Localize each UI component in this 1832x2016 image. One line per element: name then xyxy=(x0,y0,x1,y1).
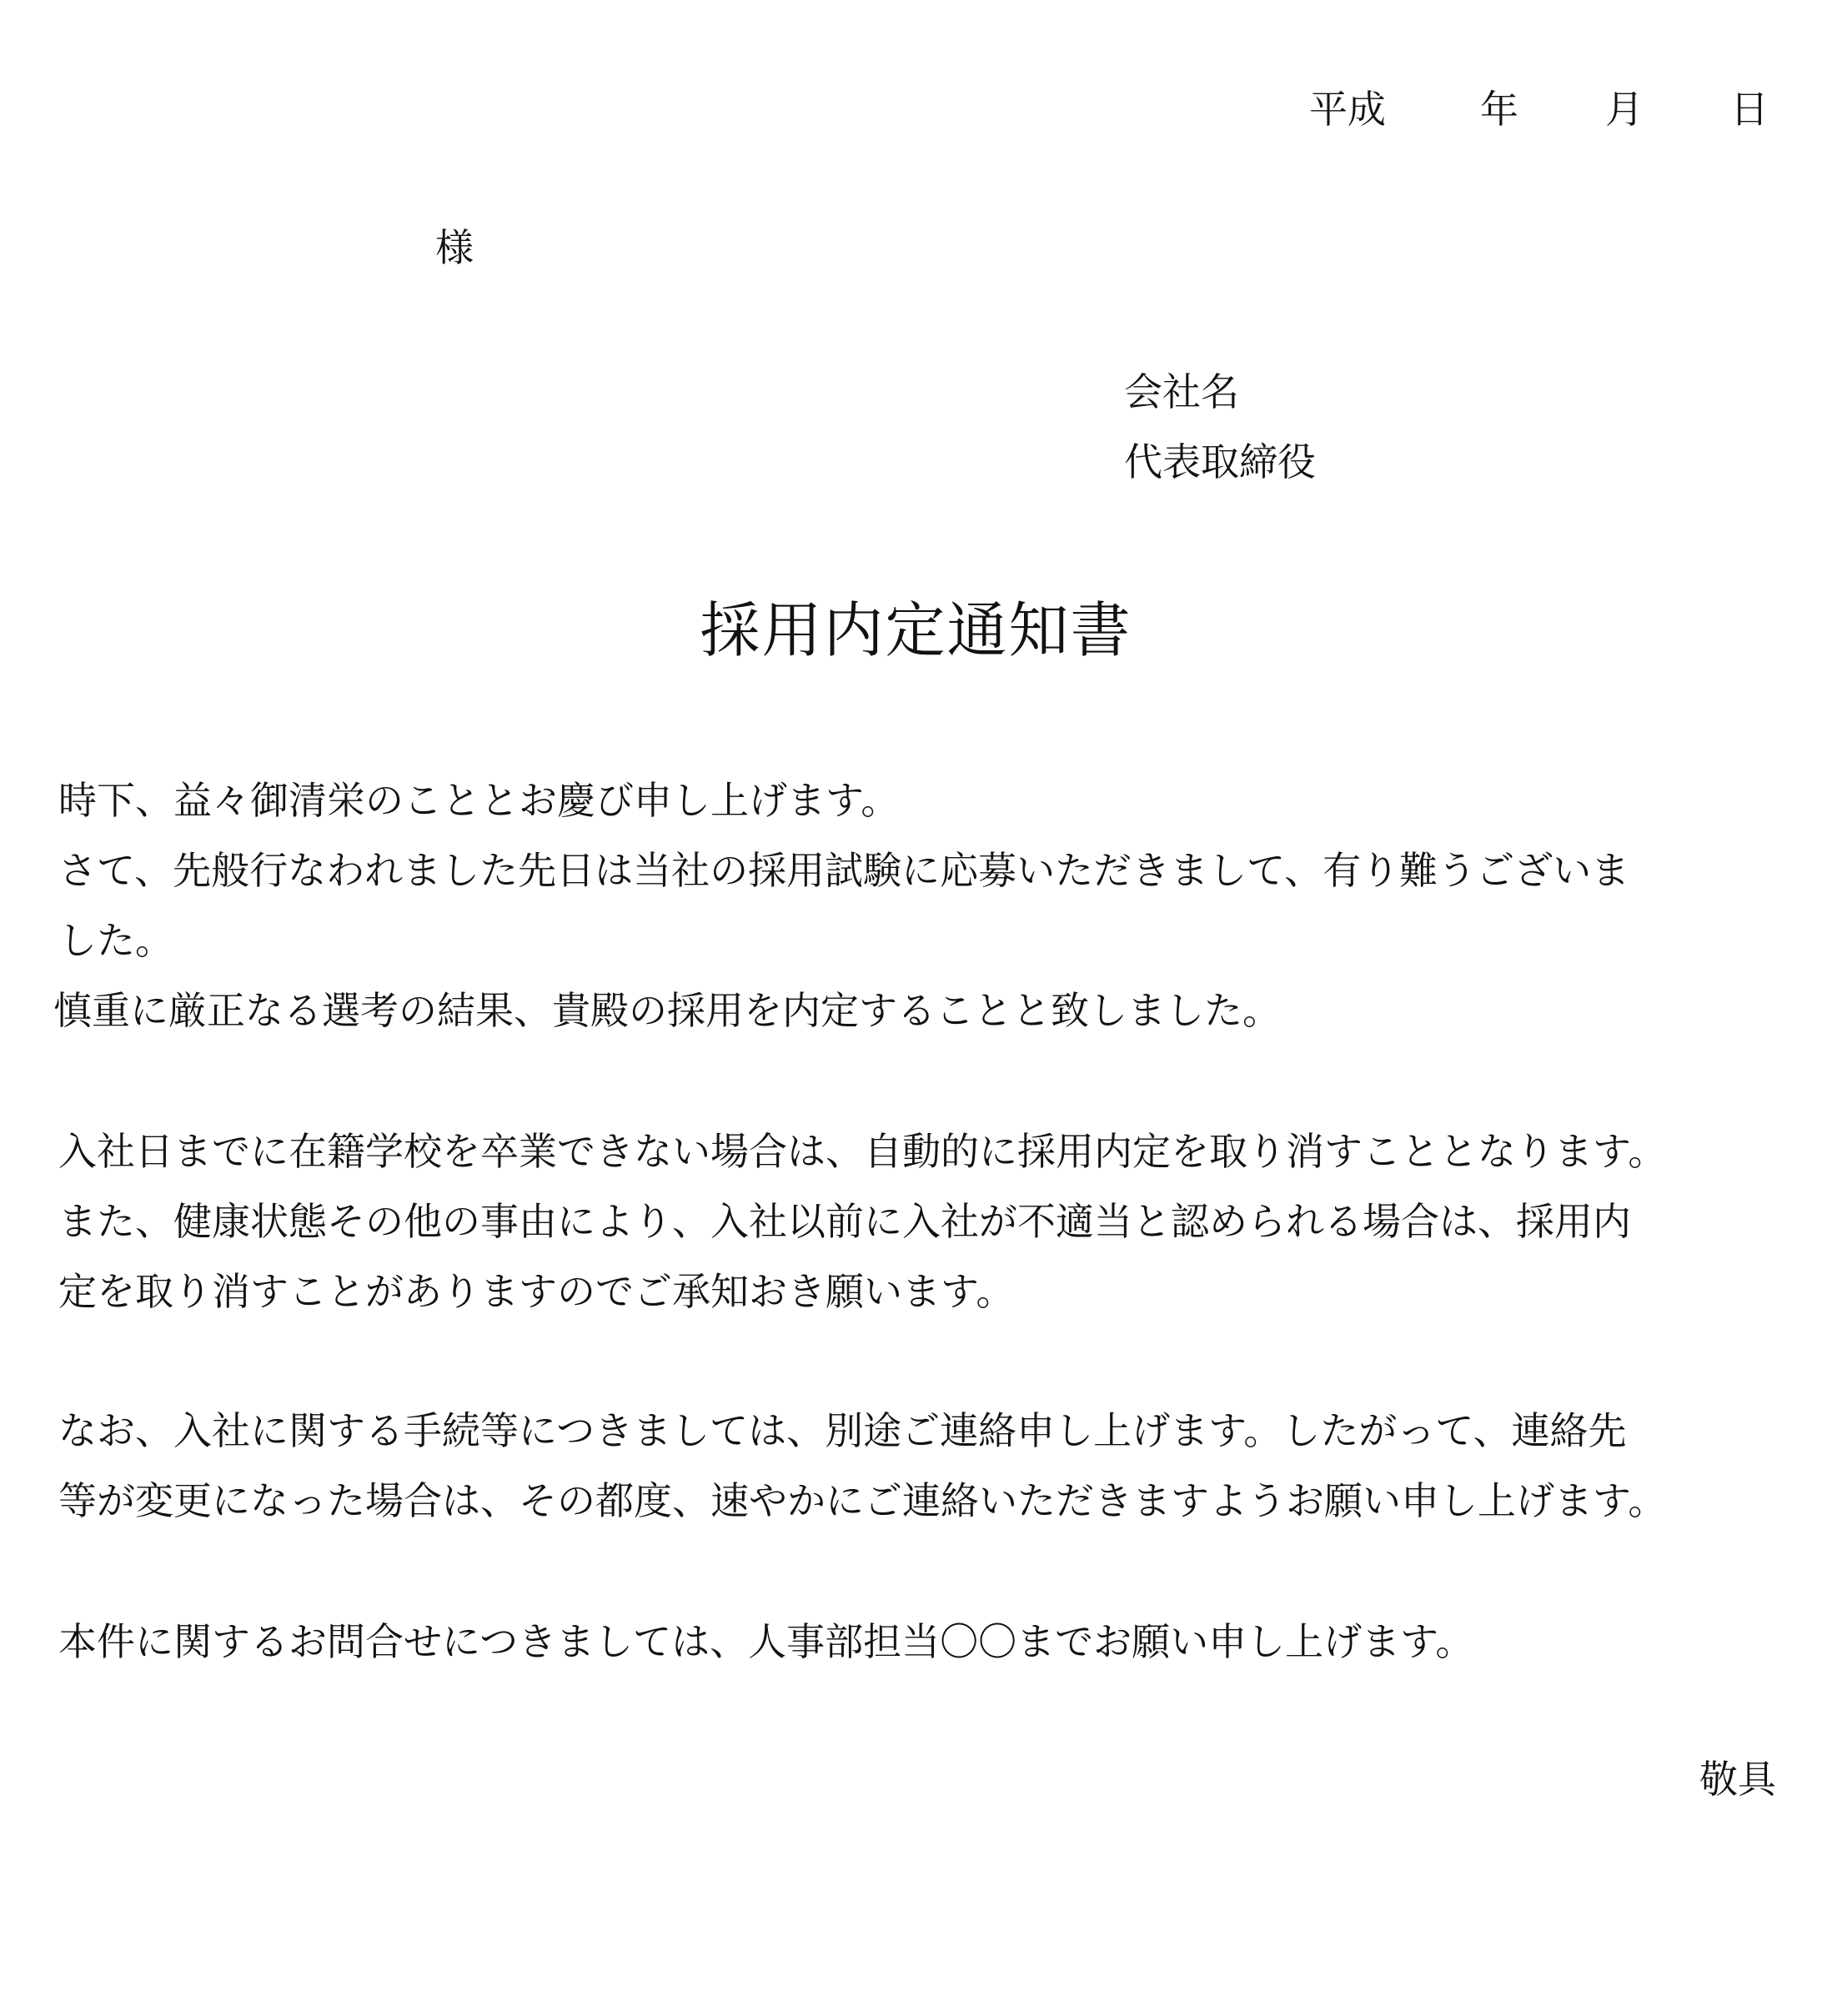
paragraph-greeting xyxy=(53,765,1776,1046)
date-day-unit: 日 xyxy=(1730,87,1769,132)
document-title: 採用内定通知書 xyxy=(700,595,1132,665)
date-month-unit: 月 xyxy=(1605,87,1644,132)
sender-company: 会社名 xyxy=(1124,369,1239,414)
body-line: 定を取り消すことがありますのでご承知おき願います。 xyxy=(58,1269,1015,1314)
body-line: なお、入社に関する手続等につきましては、別途ご連絡申し上げます。したがって、連絡先 xyxy=(58,1408,1627,1453)
recipient-honorific: 様 xyxy=(435,225,474,270)
date-era: 平成 xyxy=(1309,87,1386,132)
body-line: また、健康状態その他の事由により、入社以前に入社が不適当と認められる場合は、採用内 xyxy=(58,1199,1631,1244)
body-line: さて、先般行なわれました先日は当社の採用試験に応募いただきまして、有り難うございま xyxy=(58,848,1630,893)
body-line: した。 xyxy=(58,918,173,963)
date-line xyxy=(1309,80,1776,138)
date-year-unit: 年 xyxy=(1480,87,1518,132)
paragraph-inquiry xyxy=(58,1607,1776,1677)
paragraph-conditions xyxy=(58,1116,1776,1326)
body-line: 慎重に厳正なる選考の結果、貴殿の採用を内定することと致しました。 xyxy=(53,988,1281,1033)
paragraph-procedures xyxy=(58,1396,1776,1536)
body-line: 入社日までに在籍学校を卒業できない場合は、自動的に採用内定を取り消すこととなります。 xyxy=(58,1129,1667,1174)
body-line: 本件に関するお問合せにつきましては、人事部担当〇〇までお願い申し上げます。 xyxy=(58,1619,1474,1664)
sender-title: 代表取締役 xyxy=(1124,439,1316,484)
body-line: 時下、益々御清栄のこととお慶び申し上げます。 xyxy=(58,778,900,823)
body-line: 等が変更になった場合は、その都度、速やかにご連絡いただきますようお願い申し上げます。 xyxy=(58,1478,1667,1523)
closing-phrase: 敬具 xyxy=(1699,1757,1776,1802)
sender-block xyxy=(1124,357,1316,497)
